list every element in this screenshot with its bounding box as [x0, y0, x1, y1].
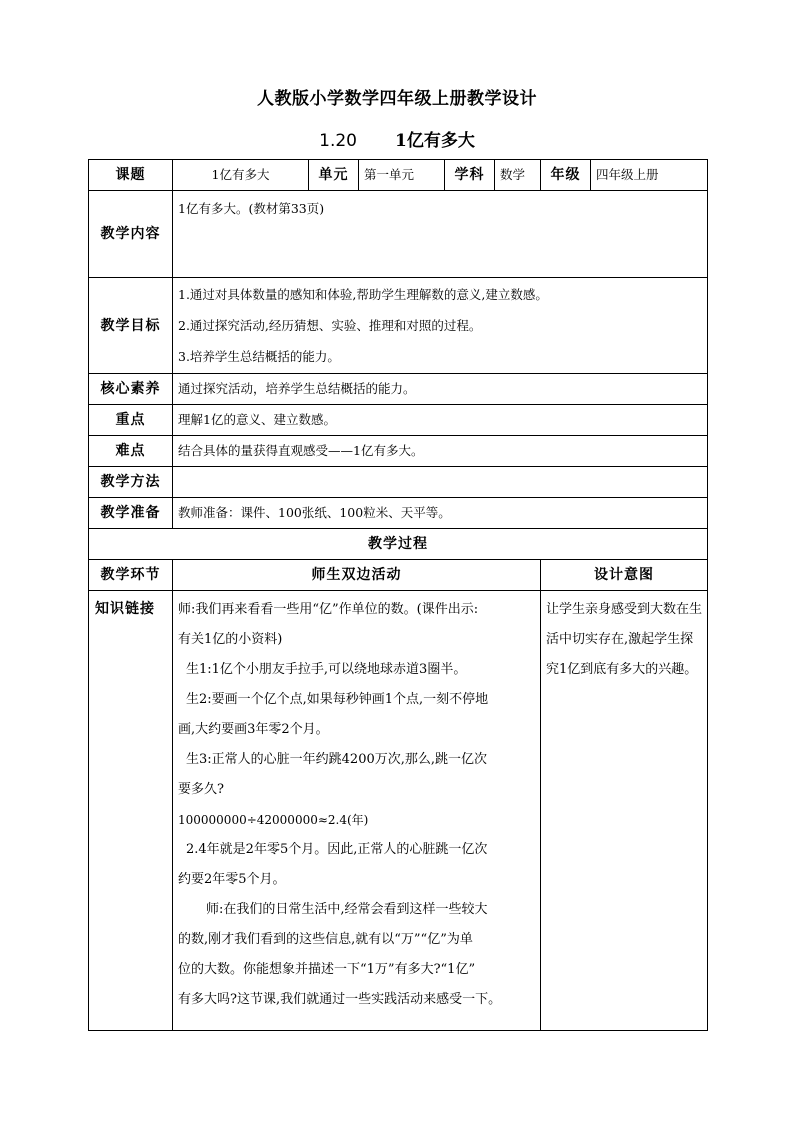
difficulty-row: [89, 436, 708, 467]
lesson-number: 1.20: [319, 131, 357, 151]
unit-value: 第一单元: [359, 160, 445, 191]
stage-name: 知识链接: [89, 591, 173, 1031]
activity-line: 生1:1亿个小朋友手拉手,可以绕地球赤道3圈半。: [186, 662, 467, 677]
subject-value: 数学: [495, 160, 541, 191]
activity-line: 要多久?: [178, 782, 224, 797]
method-value: [173, 467, 708, 498]
preparation-row: [89, 498, 708, 529]
activity-text: [173, 591, 541, 1031]
topic-label: 课题: [89, 160, 173, 191]
preparation-label: 教学准备: [89, 498, 173, 529]
preparation-value: 教师准备：课件、100张纸、100粒米、天平等。: [173, 498, 708, 529]
activity-line: 2.4年就是2年零5个月。因此,正常人的心脏跳一亿次: [186, 842, 488, 857]
process-columns-row: [89, 560, 708, 591]
design-intent: 让学生亲身感受到大数在生活中切实存在,激起学生探究1亿到底有多大的兴趣。: [541, 591, 708, 1031]
activity-line: 的数,刚才我们看到的这些信息,就有以“万”“亿”为单: [178, 932, 473, 947]
activity-line: 100000000÷42000000≈2.4(年): [178, 813, 369, 827]
method-row: [89, 467, 708, 498]
content-row: [89, 191, 708, 278]
literacy-label: 核心素养: [89, 374, 173, 405]
activity-line: 生2:要画一个亿个点,如果每秒钟画1个点,一刻不停地: [186, 692, 489, 707]
activity-line: 生3:正常人的心脏一年约跳4200万次,那么,跳一亿次: [186, 752, 487, 767]
literacy-value: 通过探究活动，培养学生总结概括的能力。: [173, 374, 708, 405]
process-label: 教学过程: [89, 529, 708, 560]
goals-label: 教学目标: [89, 278, 173, 374]
method-label: 教学方法: [89, 467, 173, 498]
goals-row: [89, 278, 708, 374]
difficulty-value: 结合具体的量获得直观感受——1亿有多大。: [173, 436, 708, 467]
activity-line: 约要2年零5个月。: [178, 872, 286, 887]
activity-line: 师:在我们的日常生活中,经常会看到这样一些较大: [206, 902, 488, 917]
content-label: 教学内容: [89, 191, 173, 278]
difficulty-label: 难点: [89, 436, 173, 467]
lesson-heading: [0, 126, 794, 151]
key-point-row: [89, 405, 708, 436]
document-title: 人教版小学数学四年级上册教学设计: [257, 89, 537, 109]
unit-label: 单元: [309, 160, 359, 191]
goal-item: 3.培养学生总结概括的能力。: [178, 349, 340, 364]
literacy-row: [89, 374, 708, 405]
goal-item: 2.通过探究活动,经历猜想、实验、推理和对照的过程。: [178, 318, 482, 333]
activity-line: 有关1亿的小资料): [178, 632, 283, 647]
process-header-row: [89, 529, 708, 560]
activity-line: 师:我们再来看看一些用“亿”作单位的数。(课件出示:: [178, 602, 479, 617]
grade-value: 四年级上册: [591, 160, 708, 191]
lesson-plan-table: [88, 159, 708, 1031]
key-point-value: 理解1亿的意义、建立数感。: [173, 405, 708, 436]
activity-column-header: 师生双边活动: [173, 560, 541, 591]
intent-column-header: 设计意图: [541, 560, 708, 591]
activity-line: 画,大约要画3年零2个月。: [178, 722, 329, 737]
stage-column-header: 教学环节: [89, 560, 173, 591]
activity-line: 位的大数。你能想象并描述一下“1万”有多大?“1亿”: [178, 962, 476, 977]
content-value: 1亿有多大。(教材第33页): [173, 191, 708, 278]
process-body-row: [89, 591, 708, 1031]
header-row: [89, 160, 708, 191]
goal-item: 1.通过对具体数量的感知和体验,帮助学生理解数的意义,建立数感。: [178, 287, 548, 302]
goals-list: [173, 278, 708, 374]
grade-label: 年级: [541, 160, 591, 191]
subject-label: 学科: [445, 160, 495, 191]
lesson-title: 1亿有多大: [395, 131, 475, 151]
topic-value: 1亿有多大: [173, 160, 309, 191]
key-point-label: 重点: [89, 405, 173, 436]
activity-line: 有多大吗?这节课,我们就通过一些实践活动来感受一下。: [178, 992, 502, 1007]
